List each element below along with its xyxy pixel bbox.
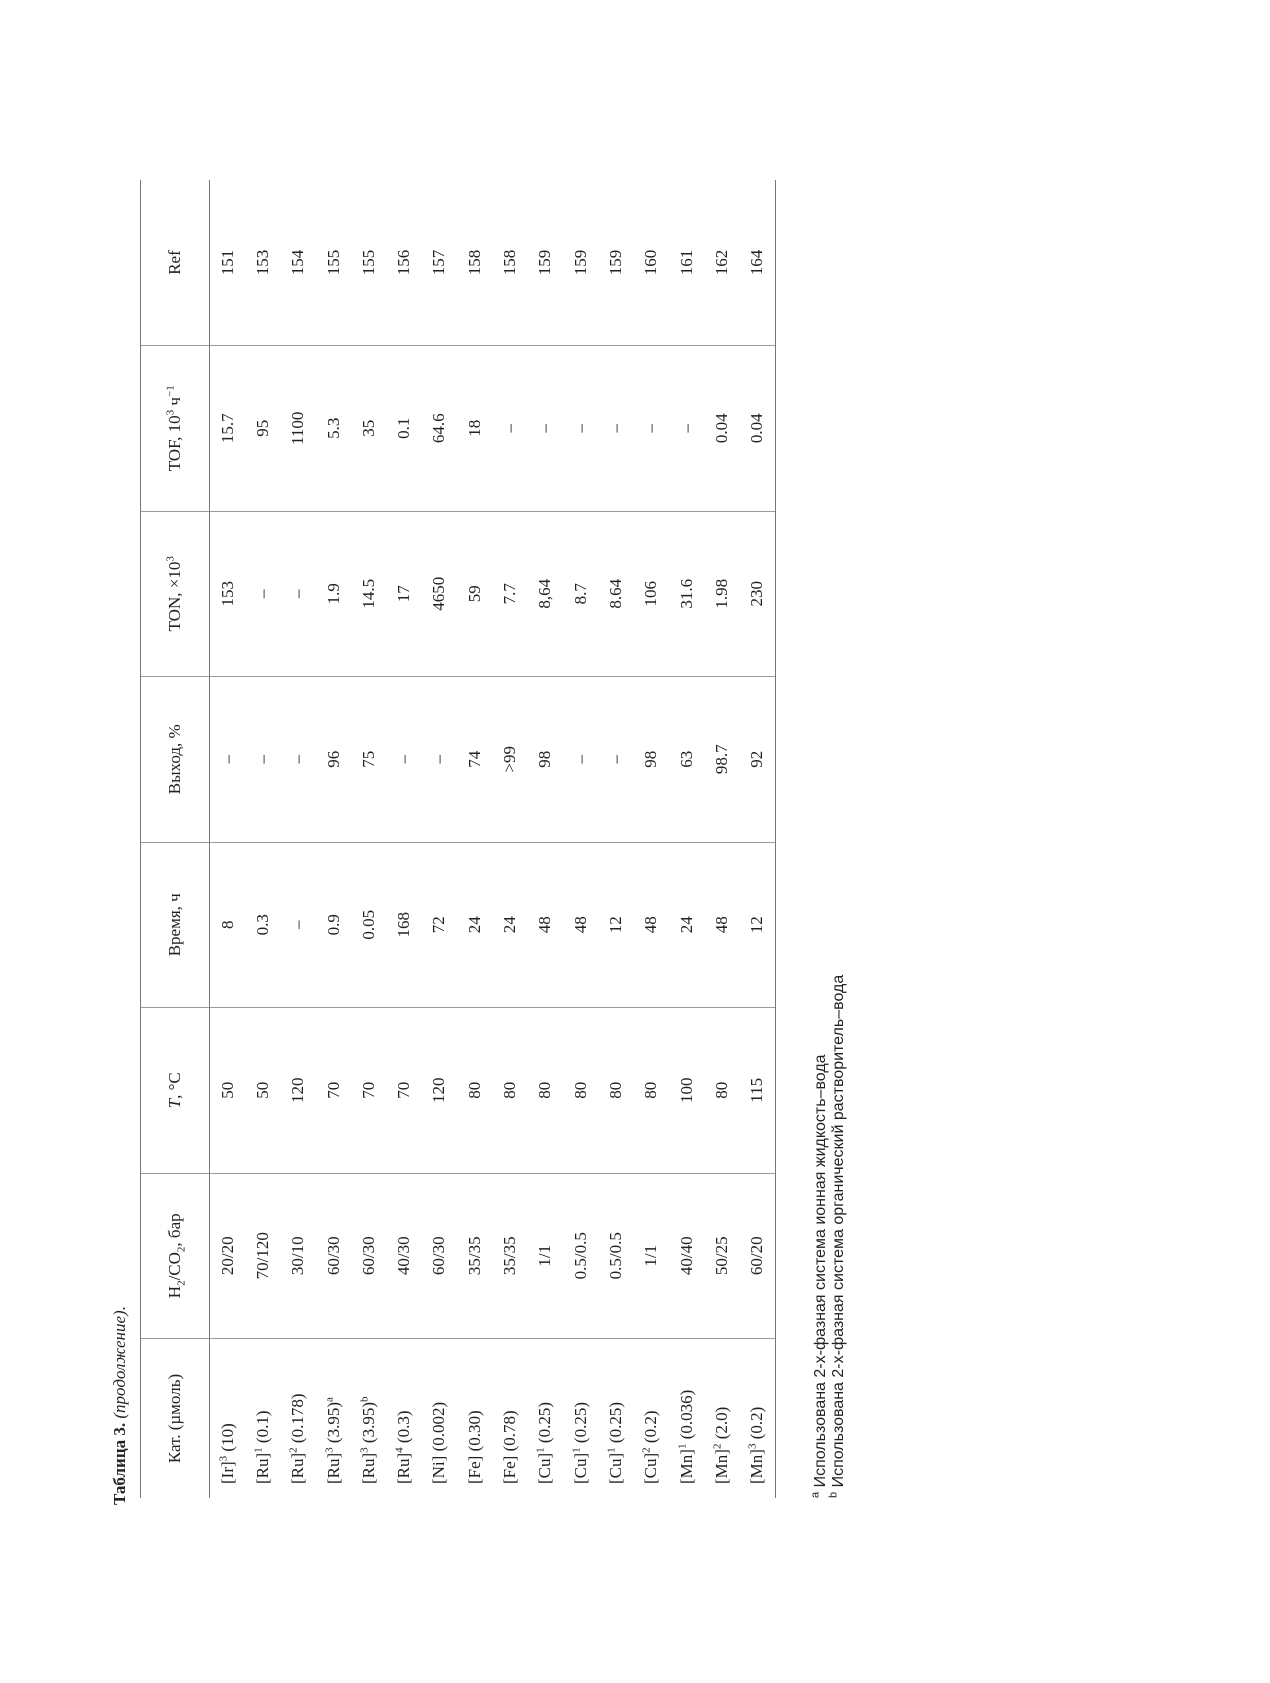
catalyst-variant: 1 <box>569 1447 582 1453</box>
catalyst-amount: (0.25) <box>535 1402 555 1448</box>
cell-ref: 151 <box>210 180 246 346</box>
cell-pressure: 50/25 <box>704 1173 739 1339</box>
cell-temp: 70 <box>386 1008 421 1174</box>
cell-temp: 80 <box>457 1008 492 1174</box>
catalyst-amount: (0.25) <box>570 1402 590 1448</box>
table-row <box>422 180 457 1498</box>
cell-ton: 59 <box>457 511 492 677</box>
cell-time: 48 <box>634 842 669 1008</box>
catalyst-amount: (0.178) <box>288 1393 308 1448</box>
catalyst-variant: 3 <box>358 1447 371 1453</box>
cell-ton: 8.7 <box>563 511 598 677</box>
cell-yield: – <box>281 677 316 843</box>
catalyst-variant: 1 <box>252 1447 265 1453</box>
catalyst-symbol: [Ru] <box>394 1452 414 1484</box>
cell-yield: – <box>386 677 421 843</box>
cell-time: 72 <box>422 842 457 1008</box>
cell-ton: 153 <box>210 511 246 677</box>
footnote-mark: a <box>809 1491 822 1498</box>
catalyst-variant: 2 <box>287 1447 300 1453</box>
catalyst-amount: (0.2) <box>641 1410 661 1448</box>
table-row <box>669 180 704 1498</box>
header-time: Время, ч <box>141 842 210 1008</box>
cell-pressure: 30/10 <box>281 1173 316 1339</box>
cell-yield: 75 <box>351 677 386 843</box>
footnote-ref: b <box>358 1396 371 1402</box>
cell-temp: 50 <box>210 1008 246 1174</box>
cell-ton: 4650 <box>422 511 457 677</box>
cell-yield: – <box>245 677 280 843</box>
cell-catalyst <box>739 1339 775 1498</box>
caption-continued-text: продолжение <box>110 1315 129 1413</box>
cell-catalyst <box>598 1339 633 1498</box>
cell-ref: 157 <box>422 180 457 346</box>
header-tof-exp: 3 <box>164 409 177 416</box>
catalyst-symbol: [Mn] <box>711 1449 731 1484</box>
cell-pressure: 60/30 <box>422 1173 457 1339</box>
cell-ton: 230 <box>739 511 775 677</box>
cell-time: 24 <box>669 842 704 1008</box>
cell-time: 48 <box>704 842 739 1008</box>
catalyst-variant: 2 <box>640 1447 653 1453</box>
cell-pressure: 1/1 <box>528 1173 563 1339</box>
catalyst-symbol: [Mn] <box>747 1449 767 1484</box>
cell-temp: 80 <box>634 1008 669 1174</box>
cell-time: 0.3 <box>245 842 280 1008</box>
cell-catalyst <box>669 1339 704 1498</box>
cell-ref: 162 <box>704 180 739 346</box>
cell-catalyst <box>422 1339 457 1498</box>
header-tof-text: TOF, 10 <box>165 415 184 472</box>
cell-catalyst <box>492 1339 527 1498</box>
cell-ton: 14.5 <box>351 511 386 677</box>
cell-tof: 0.1 <box>386 346 421 512</box>
cell-ref: 154 <box>281 180 316 346</box>
table-row <box>281 180 316 1498</box>
cell-ton: 1.98 <box>704 511 739 677</box>
cell-tof: – <box>669 346 704 512</box>
cell-ref: 155 <box>351 180 386 346</box>
table-row <box>598 180 633 1498</box>
catalyst-amount: (0.3) <box>394 1410 414 1448</box>
footnote-mark: b <box>827 1491 840 1498</box>
catalyst-variant: 4 <box>393 1447 406 1453</box>
cell-temp: 120 <box>422 1008 457 1174</box>
cell-catalyst <box>316 1339 351 1498</box>
cell-ref: 158 <box>492 180 527 346</box>
header-ton <box>141 511 210 677</box>
catalyst-amount: (0.78) <box>500 1410 520 1456</box>
footnote-b <box>827 974 848 1498</box>
cell-temp: 80 <box>563 1008 598 1174</box>
cell-tof: 0.04 <box>739 346 775 512</box>
cell-yield: – <box>210 677 246 843</box>
table-row <box>528 180 563 1498</box>
header-tof-unit: ч <box>165 397 184 410</box>
cell-catalyst <box>634 1339 669 1498</box>
cell-time: 12 <box>598 842 633 1008</box>
footnotes <box>809 974 848 1498</box>
cell-tof: – <box>634 346 669 512</box>
cell-yield: – <box>598 677 633 843</box>
catalyst-variant: 3 <box>216 1455 229 1462</box>
header-pressure <box>141 1173 210 1339</box>
cell-tof: 15.7 <box>210 346 246 512</box>
cell-catalyst <box>528 1339 563 1498</box>
catalyst-symbol: [Cu] <box>605 1452 625 1484</box>
catalyst-symbol: [Ru] <box>288 1452 308 1484</box>
cell-yield: 92 <box>739 677 775 843</box>
cell-ref: 155 <box>316 180 351 346</box>
cell-ton: 31.6 <box>669 511 704 677</box>
catalyst-symbol: [Ru] <box>323 1452 343 1484</box>
cell-ref: 164 <box>739 180 775 346</box>
header-tof-unit-exp: −1 <box>164 385 177 398</box>
cell-pressure: 70/120 <box>245 1173 280 1339</box>
cell-time: – <box>281 842 316 1008</box>
cell-yield: 98 <box>634 677 669 843</box>
cell-ton: 17 <box>386 511 421 677</box>
catalyst-symbol: [Cu] <box>535 1452 555 1484</box>
cell-yield: – <box>422 677 457 843</box>
cell-temp: 80 <box>492 1008 527 1174</box>
cell-temp: 70 <box>351 1008 386 1174</box>
cell-tof: 18 <box>457 346 492 512</box>
cell-ton: – <box>281 511 316 677</box>
cell-ton: 8.64 <box>598 511 633 677</box>
cell-catalyst <box>351 1339 386 1498</box>
table-row <box>457 180 492 1498</box>
header-temp-unit: , °C <box>165 1072 184 1099</box>
cell-ref: 159 <box>528 180 563 346</box>
catalyst-amount: (0.25) <box>605 1402 625 1448</box>
header-yield: Выход, % <box>141 677 210 843</box>
cell-pressure: 0.5/0.5 <box>598 1173 633 1339</box>
cell-tof: – <box>598 346 633 512</box>
cell-time: 12 <box>739 842 775 1008</box>
cell-ton: 8,64 <box>528 511 563 677</box>
catalyst-variant: 1 <box>534 1447 547 1453</box>
table-row <box>634 180 669 1498</box>
cell-yield: 96 <box>316 677 351 843</box>
cell-ref: 160 <box>634 180 669 346</box>
header-ton-text: TON, ×10 <box>165 561 184 632</box>
cell-pressure: 35/35 <box>492 1173 527 1339</box>
cell-ref: 153 <box>245 180 280 346</box>
cell-yield: – <box>563 677 598 843</box>
cell-pressure: 60/20 <box>739 1173 775 1339</box>
cell-tof: 5.3 <box>316 346 351 512</box>
catalyst-symbol: [Cu] <box>641 1452 661 1484</box>
catalyst-amount: (0.30) <box>464 1410 484 1456</box>
footnote-text: Использована 2-х-фазная система органический растворитель–вода <box>830 974 847 1492</box>
table-row <box>563 180 598 1498</box>
header-pressure-co: /CO <box>165 1252 184 1281</box>
cell-time: 0.9 <box>316 842 351 1008</box>
cell-ref: 161 <box>669 180 704 346</box>
cell-ton: 1.9 <box>316 511 351 677</box>
catalyst-symbol: [Ru] <box>358 1452 378 1484</box>
catalyst-symbol: [Fe] <box>500 1455 520 1484</box>
table-row <box>704 180 739 1498</box>
header-temperature <box>141 1008 210 1174</box>
cell-time: 48 <box>563 842 598 1008</box>
header-pressure-unit: , бар <box>165 1213 184 1247</box>
cell-temp: 70 <box>316 1008 351 1174</box>
caption-paren-close: ). <box>110 1306 129 1316</box>
cell-time: 24 <box>492 842 527 1008</box>
header-pressure-sub2: 2 <box>175 1246 188 1253</box>
cell-tof: 35 <box>351 346 386 512</box>
cell-pressure: 1/1 <box>634 1173 669 1339</box>
cell-pressure: 35/35 <box>457 1173 492 1339</box>
cell-temp: 100 <box>669 1008 704 1174</box>
catalyst-symbol: [Fe] <box>464 1455 484 1484</box>
caption-label: Таблица 3. <box>110 1422 129 1505</box>
cell-ref: 159 <box>598 180 633 346</box>
cell-time: 8 <box>210 842 246 1008</box>
catalyst-symbol: [Ru] <box>252 1452 272 1484</box>
cell-yield: 98 <box>528 677 563 843</box>
table-header-row <box>141 180 210 1498</box>
cell-temp: 80 <box>528 1008 563 1174</box>
catalyst-symbol: [Ni] <box>429 1455 449 1484</box>
cell-ton: 106 <box>634 511 669 677</box>
cell-tof: – <box>563 346 598 512</box>
cell-temp: 80 <box>704 1008 739 1174</box>
cell-time: 48 <box>528 842 563 1008</box>
table-row <box>210 180 246 1498</box>
cell-time: 0.05 <box>351 842 386 1008</box>
cell-ref: 156 <box>386 180 421 346</box>
cell-tof: 64.6 <box>422 346 457 512</box>
cell-catalyst <box>563 1339 598 1498</box>
catalyst-variant: 1 <box>605 1447 618 1453</box>
cell-pressure: 0.5/0.5 <box>563 1173 598 1339</box>
cell-temp: 50 <box>245 1008 280 1174</box>
header-catalyst: Кат. (µмоль) <box>141 1339 210 1498</box>
cell-catalyst <box>281 1339 316 1498</box>
cell-ref: 159 <box>563 180 598 346</box>
cell-tof: – <box>528 346 563 512</box>
catalyst-table <box>140 180 776 1498</box>
footnote-text: Использована 2-х-фазная система ионная жидкость–вода <box>812 1054 829 1492</box>
catalyst-amount: (10) <box>217 1423 237 1456</box>
table-row <box>351 180 386 1498</box>
catalyst-symbol: [Cu] <box>570 1452 590 1484</box>
catalyst-amount: (0.036) <box>676 1389 696 1444</box>
catalyst-variant: 2 <box>711 1443 724 1450</box>
cell-temp: 115 <box>739 1008 775 1174</box>
cell-catalyst <box>704 1339 739 1498</box>
header-pressure-h: H <box>165 1285 184 1299</box>
header-temp-symbol: T <box>165 1098 184 1109</box>
cell-catalyst <box>457 1339 492 1498</box>
cell-ton: – <box>245 511 280 677</box>
cell-ref: 158 <box>457 180 492 346</box>
table-caption <box>110 1306 130 1505</box>
catalyst-amount: (3.95) <box>323 1402 343 1448</box>
table-row <box>245 180 280 1498</box>
table-body <box>210 180 776 1498</box>
cell-pressure: 40/40 <box>669 1173 704 1339</box>
catalyst-amount: (0.1) <box>252 1410 272 1448</box>
cell-ton: 7.7 <box>492 511 527 677</box>
cell-time: 168 <box>386 842 421 1008</box>
catalyst-variant: 3 <box>746 1443 759 1450</box>
cell-catalyst <box>210 1339 246 1498</box>
header-tof <box>141 346 210 512</box>
table-row <box>386 180 421 1498</box>
cell-pressure: 40/30 <box>386 1173 421 1339</box>
caption-paren-open: ( <box>110 1412 129 1419</box>
cell-time: 24 <box>457 842 492 1008</box>
cell-temp: 80 <box>598 1008 633 1174</box>
catalyst-variant: 1 <box>675 1443 688 1450</box>
header-ref: Ref <box>141 180 210 346</box>
catalyst-variant: 3 <box>322 1447 335 1453</box>
catalyst-amount: (3.95) <box>358 1402 378 1448</box>
cell-yield: 63 <box>669 677 704 843</box>
catalyst-symbol: [Ir] <box>217 1461 237 1484</box>
header-pressure-sub1: 2 <box>175 1280 188 1286</box>
cell-pressure: 60/30 <box>351 1173 386 1339</box>
catalyst-amount: (0.002) <box>429 1401 449 1456</box>
cell-yield: 74 <box>457 677 492 843</box>
cell-yield: >99 <box>492 677 527 843</box>
cell-temp: 120 <box>281 1008 316 1174</box>
cell-tof: – <box>492 346 527 512</box>
table-row <box>739 180 775 1498</box>
cell-catalyst <box>245 1339 280 1498</box>
cell-catalyst <box>386 1339 421 1498</box>
table-row <box>492 180 527 1498</box>
header-ton-exp: 3 <box>164 556 177 562</box>
catalyst-amount: (0.2) <box>747 1406 767 1444</box>
cell-pressure: 20/20 <box>210 1173 246 1339</box>
cell-tof: 95 <box>245 346 280 512</box>
caption-continued <box>110 1306 129 1419</box>
catalyst-symbol: [Mn] <box>676 1449 696 1484</box>
footnote-ref: a <box>322 1397 335 1402</box>
cell-tof: 1100 <box>281 346 316 512</box>
cell-yield: 98.7 <box>704 677 739 843</box>
footnote-a <box>809 975 830 1498</box>
catalyst-amount: (2.0) <box>711 1406 731 1444</box>
table-row <box>316 180 351 1498</box>
cell-pressure: 60/30 <box>316 1173 351 1339</box>
cell-tof: 0.04 <box>704 346 739 512</box>
